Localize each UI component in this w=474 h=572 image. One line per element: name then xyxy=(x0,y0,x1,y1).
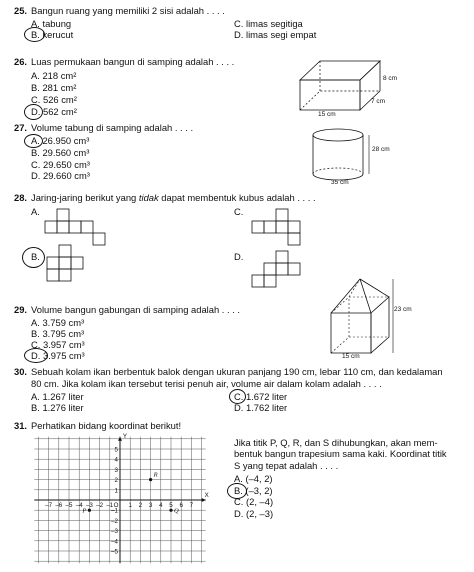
q26-text: Luas permukaan bangun di samping adalah . . . . xyxy=(31,56,235,67)
cube-net-a xyxy=(45,208,105,248)
q28-option-a[interactable]: A. xyxy=(31,206,40,217)
point-p xyxy=(88,509,91,512)
q28-option-b[interactable]: B. xyxy=(31,251,40,262)
y-tick-label: 3 xyxy=(114,466,118,474)
coordinate-plane xyxy=(32,434,208,568)
q25-number: 25. xyxy=(14,5,28,16)
cuboid-height-label: 8 cm xyxy=(383,75,398,82)
answer-mark-q25 xyxy=(24,27,45,42)
q30-option-d[interactable]: D. 1.762 liter xyxy=(234,402,288,413)
composite-solid-figure xyxy=(326,277,396,359)
answer-mark-q29 xyxy=(24,348,48,363)
q31-side-line1: Jika titik P, Q, R, dan S dihubungkan, akan mem- xyxy=(234,437,438,448)
answer-mark-q27 xyxy=(24,134,43,148)
y-tick-label: 1 xyxy=(114,487,118,495)
answer-mark-q31 xyxy=(227,483,247,499)
q26-number: 26. xyxy=(14,56,28,67)
answer-mark-q26 xyxy=(24,104,43,120)
x-tick-label: –7 xyxy=(45,502,53,509)
x-tick-label: 6 xyxy=(179,502,183,509)
point-label-q: Q xyxy=(174,507,179,515)
q27-option-c[interactable]: C. 29.650 cm³ xyxy=(31,159,90,170)
x-axis-label: X xyxy=(204,492,209,499)
point-label-r: R xyxy=(153,471,158,479)
y-tick-label: –3 xyxy=(111,528,118,536)
x-tick-label: –1 xyxy=(106,502,114,509)
x-tick-label: 1 xyxy=(128,502,132,509)
q31-number: 31. xyxy=(14,420,28,431)
q30-option-a[interactable]: A. 1.267 liter xyxy=(31,391,84,402)
q31-option-c[interactable]: C. (2, –4) xyxy=(234,496,274,507)
x-tick-label: 5 xyxy=(169,502,173,509)
q25-option-d[interactable]: D. limas segi empat xyxy=(234,29,317,40)
q31-option-d[interactable]: D. (2, –3) xyxy=(234,508,274,519)
q29-option-b[interactable]: B. 3.795 cm³ xyxy=(31,328,85,339)
q29-option-c[interactable]: C. 3.957 cm³ xyxy=(31,339,85,350)
x-tick-label: –2 xyxy=(96,502,104,509)
q25-option-b[interactable]: B. kerucut xyxy=(31,29,74,40)
x-tick-label: 2 xyxy=(138,502,143,509)
cuboid-figure xyxy=(298,55,398,117)
q26-option-d[interactable]: D. 562 cm² xyxy=(31,106,77,117)
q27-option-a[interactable]: A. 26.950 cm³ xyxy=(31,135,90,146)
q27-option-b[interactable]: B. 29.560 cm³ xyxy=(31,147,90,158)
y-tick-label: 2 xyxy=(114,477,118,485)
q30-option-b[interactable]: B. 1.276 liter xyxy=(31,402,84,413)
x-tick-label: –6 xyxy=(55,502,63,509)
y-tick-label: –5 xyxy=(111,548,118,556)
point-q xyxy=(169,509,172,512)
x-tick-label: –3 xyxy=(85,502,93,509)
cube-net-b xyxy=(47,244,87,288)
answer-mark-q30 xyxy=(229,389,246,404)
origin-label: O xyxy=(113,502,119,509)
q28-option-c[interactable]: C. xyxy=(234,206,244,217)
q29-text: Volume bangun gabungan di samping adalah . . . . xyxy=(31,304,241,315)
q28-text: Jaring-jaring berikut yang tidak dapat membentuk kubus adalah . . . . xyxy=(31,192,316,203)
q29-option-d[interactable]: D. 3.975 cm³ xyxy=(31,350,85,361)
q30-text-line1: Sebuah kolam ikan berbentuk balok dengan ukuran panjang 190 cm, lebar 110 cm, dan kedalaman xyxy=(31,366,443,377)
x-tick-label: –5 xyxy=(65,502,73,509)
cylinder-figure xyxy=(312,128,374,182)
cuboid-width-label: 7 cm xyxy=(371,98,386,105)
q28-option-d[interactable]: D. xyxy=(234,251,244,262)
q26-option-c[interactable]: C. 526 cm² xyxy=(31,94,77,105)
point-label-p: P xyxy=(82,507,87,515)
cuboid-length-label: 15 cm xyxy=(318,111,336,118)
point-r xyxy=(149,478,152,481)
q30-number: 30. xyxy=(14,366,28,377)
q25-option-a[interactable]: A. tabung xyxy=(31,18,72,29)
x-tick-label: –4 xyxy=(75,502,83,509)
q31-option-a[interactable]: A. (–4, 2) xyxy=(234,473,273,484)
x-tick-label: 3 xyxy=(148,502,153,509)
x-tick-label: 7 xyxy=(189,502,194,509)
q31-option-b[interactable]: B. (–3, 2) xyxy=(234,485,273,496)
q31-side-line2: bentuk bangun trapesium sama kaki. Koordinat titik xyxy=(234,448,447,459)
q29-option-a[interactable]: A. 3.759 cm³ xyxy=(31,317,85,328)
y-axis-label: Y xyxy=(122,432,128,440)
q25-option-c[interactable]: C. limas segitiga xyxy=(234,18,303,29)
cube-net-d xyxy=(252,250,302,290)
composite-height-label: 23 cm xyxy=(394,306,412,313)
x-tick-label: 4 xyxy=(159,502,163,509)
q31-text: Perhatikan bidang koordinat berikut! xyxy=(31,420,182,431)
cylinder-height-label: 28 cm xyxy=(372,146,390,153)
y-tick-label: –1 xyxy=(111,507,118,515)
q26-option-b[interactable]: B. 281 cm² xyxy=(31,82,77,93)
q27-option-d[interactable]: D. 29.660 cm³ xyxy=(31,170,90,181)
cylinder-diameter-label: 35 cm xyxy=(331,179,349,186)
y-tick-label: –4 xyxy=(111,538,118,546)
answer-mark-q28 xyxy=(22,247,45,268)
q26-option-a[interactable]: A. 218 cm² xyxy=(31,70,77,81)
q31-side-line3: S yang tepat adalah . . . . xyxy=(234,460,339,471)
y-tick-label: 4 xyxy=(114,456,118,464)
cube-net-c xyxy=(252,208,312,248)
q30-option-c[interactable]: C. 1.672 liter xyxy=(234,391,288,402)
q27-text: Volume tabung di samping adalah . . . . xyxy=(31,122,194,133)
composite-length-label: 15 cm xyxy=(342,353,360,360)
q25-text: Bangun ruang yang memiliki 2 sisi adalah . . . . xyxy=(31,5,225,16)
y-tick-label: 5 xyxy=(114,446,118,454)
q30-text-line2: 80 cm. Jika kolam ikan tersebut terisi penuh air, volume air dalam kolam adalah . . . . xyxy=(31,378,382,389)
q28-number: 28. xyxy=(14,192,28,203)
q29-number: 29. xyxy=(14,304,28,315)
q27-number: 27. xyxy=(14,122,28,133)
y-tick-label: –2 xyxy=(111,517,118,525)
